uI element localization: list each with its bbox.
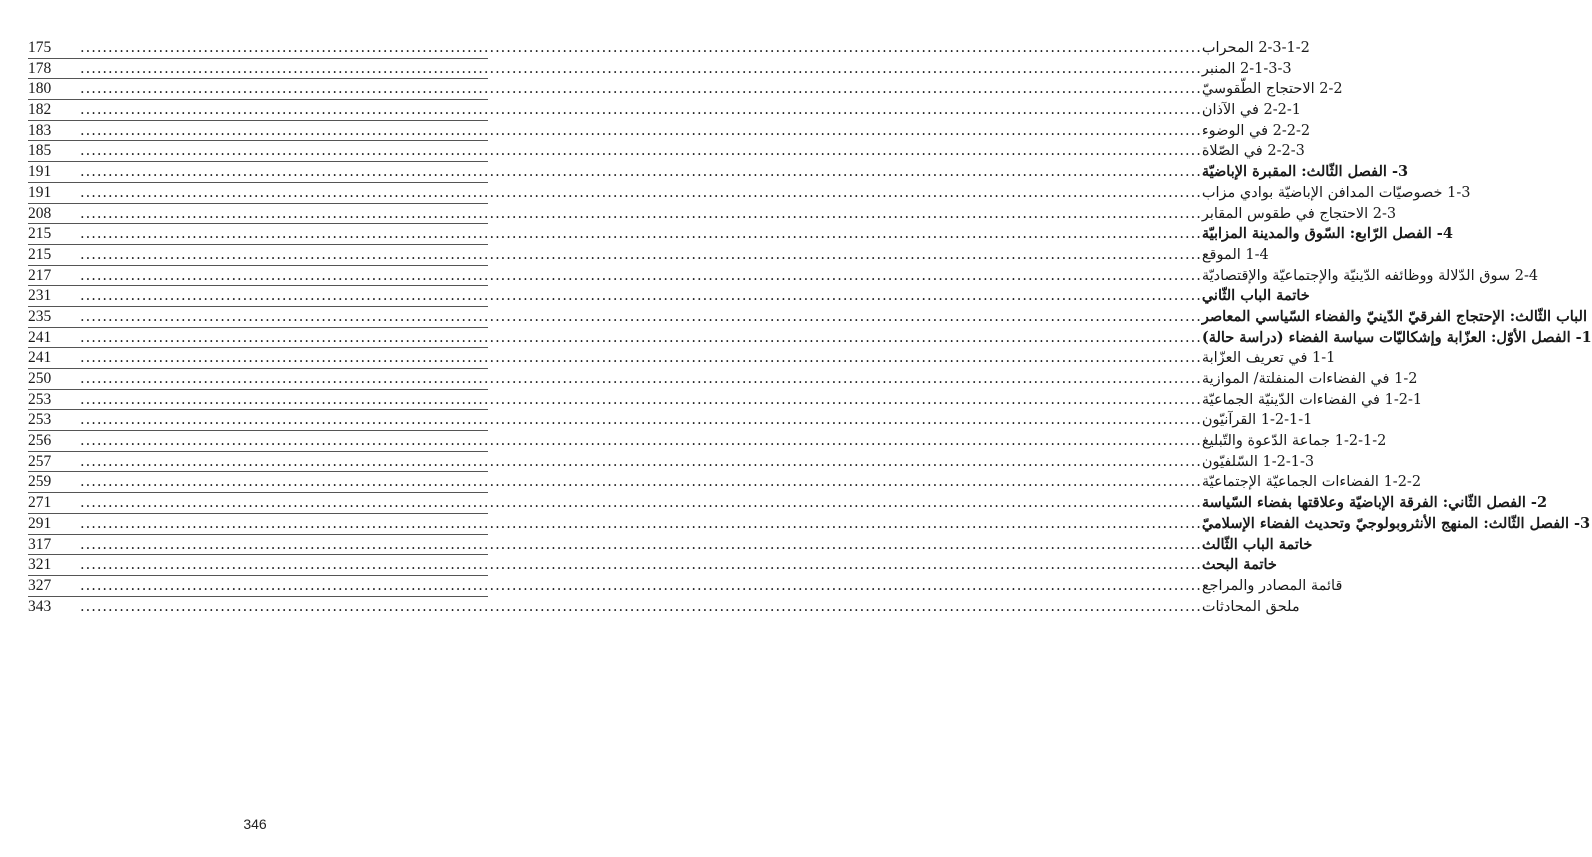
toc-leader-dots: ........................................................................................................................................................................................................ [80, 60, 1202, 77]
toc-entry [28, 452, 1315, 473]
toc-entry [28, 348, 1336, 369]
toc-title: 1-2-1-2 جماعة الدّعوة والتّبليغ [1201, 433, 1387, 450]
toc-entry [28, 79, 1343, 100]
toc-leader-dots: ........................................................................................................................................................................................................ [80, 143, 1202, 160]
toc-leader-dots: ........................................................................................................................................................................................................ [80, 122, 1202, 139]
toc-leader-dots: ........................................................................................................................................................................................................ [80, 412, 1202, 429]
toc-title: 3- الفصل الثّالث: المقبرة الإباضيّة [1201, 163, 1409, 181]
toc-entry [28, 514, 1591, 535]
toc-entry-text [80, 328, 1592, 349]
toc-entry [28, 204, 1397, 225]
toc-page-number: 215 [28, 225, 52, 243]
toc-page-number: 215 [28, 245, 52, 263]
toc-page-number: 343 [28, 597, 52, 615]
toc-page-number: 183 [28, 121, 52, 139]
toc-title: خاتمة الباب الثّالث [1201, 535, 1313, 553]
toc-leader-dots: ........................................................................................................................................................................................................ [80, 267, 1202, 284]
toc-entry-text [80, 390, 1422, 411]
toc-leader-dots: ........................................................................................................................................................................................................ [80, 536, 1202, 553]
toc-entry [28, 286, 1310, 307]
toc-leader-dots: ........................................................................................................................................................................................................ [80, 184, 1202, 201]
toc-entry-text [80, 555, 1277, 576]
page-number: 346 [243, 816, 267, 832]
toc-entry-text [80, 79, 1343, 100]
toc-page-number: 253 [28, 390, 52, 408]
toc-entry [28, 369, 1418, 390]
toc-leader-dots: ........................................................................................................................................................................................................ [80, 226, 1202, 243]
toc-leader-dots: ........................................................................................................................................................................................................ [80, 288, 1202, 305]
toc-title: 2-2-3 في الصّلاة [1201, 143, 1305, 160]
toc-entry-text [80, 100, 1301, 121]
toc-page-number: 327 [28, 576, 52, 594]
toc-title: 2-1-3-3 المنبر [1201, 60, 1292, 77]
toc-page-number: 250 [28, 370, 52, 387]
toc-page-number: 259 [28, 473, 52, 491]
toc-page-number: 241 [28, 328, 52, 346]
toc-title: 1-2-2 الفضاءات الجماعيّة الإجتماعيّة [1201, 474, 1422, 491]
toc-entry [28, 183, 1471, 204]
toc-entry [28, 328, 1592, 349]
toc-entry-text [80, 493, 1547, 514]
toc-page-number: 231 [28, 287, 52, 305]
toc-entry-text [80, 431, 1386, 452]
toc-title: 1- الفصل الأوّل: العزّابة وإشكاليّات سياسة الفضاء (دراسة حالة) [1201, 328, 1592, 346]
toc-entry [28, 100, 1301, 121]
toc-entry-text [80, 514, 1590, 535]
toc-entry-text [80, 121, 1310, 142]
toc-leader-dots: ........................................................................................................................................................................................................ [80, 598, 1202, 615]
toc-leader-dots: ........................................................................................................................................................................................................ [80, 350, 1202, 367]
toc-entry-text [80, 452, 1314, 473]
toc-page-number: 291 [28, 514, 52, 532]
toc-page-number: 317 [28, 535, 52, 553]
toc-page-number: 182 [28, 101, 52, 119]
toc-page-number: 241 [28, 349, 52, 367]
toc-title: 1-1 في تعريف العزّابة [1201, 350, 1336, 367]
toc-entry-text [80, 597, 1300, 618]
toc-leader-dots: ........................................................................................................................................................................................................ [80, 205, 1202, 222]
toc-entry [28, 245, 1269, 266]
toc-entry-text [80, 266, 1538, 287]
toc-entry [28, 266, 1539, 287]
toc-page-number: 180 [28, 80, 52, 98]
toc-page-number: 175 [28, 39, 52, 56]
toc-entry-text [80, 224, 1453, 245]
toc-title: 2-2-2 في الوضوء [1201, 122, 1311, 139]
toc-leader-dots: ........................................................................................................................................................................................................ [80, 329, 1202, 346]
toc-leader-dots: ........................................................................................................................................................................................................ [80, 40, 1202, 56]
toc-entry [28, 535, 1313, 556]
toc-page-number: 253 [28, 411, 52, 429]
toc-page-number: 256 [28, 432, 52, 450]
toc-page-number: 217 [28, 266, 52, 284]
toc-entry [28, 576, 1343, 597]
toc-entry [28, 307, 1587, 328]
toc-page-number: 235 [28, 307, 52, 325]
toc-title: قائمة المصادر والمراجع [1201, 577, 1343, 594]
toc-title: 1-2-1 في الفضاءات الدّينيّة الجماعيّة [1201, 391, 1423, 408]
toc-entry [28, 597, 1300, 618]
toc-leader-dots: ........................................................................................................................................................................................................ [80, 577, 1202, 594]
toc-page-number: 185 [28, 142, 52, 160]
toc-title: 1-2 في الفضاءات المنفلتة/ الموازية [1201, 371, 1418, 387]
table-of-contents [28, 38, 1592, 617]
toc-leader-dots: ........................................................................................................................................................................................................ [80, 308, 1202, 325]
toc-entry-text [80, 38, 1310, 59]
toc-entry [28, 555, 1277, 576]
toc-entry-text [80, 183, 1470, 204]
toc-title: 1-3 خصوصيّات المدافن الإباضيّة بوادي مزاب [1201, 184, 1471, 201]
toc-entry-text [80, 245, 1269, 266]
toc-leader-dots: ........................................................................................................................................................................................................ [80, 453, 1202, 470]
toc-entry [28, 472, 1422, 493]
toc-leader-dots: ........................................................................................................................................................................................................ [80, 433, 1202, 450]
toc-title: 2-2-1 في الآذان [1201, 102, 1301, 119]
toc-page-number: 178 [28, 59, 52, 77]
toc-leader-dots: ........................................................................................................................................................................................................ [80, 164, 1202, 181]
toc-entry-text [80, 369, 1417, 390]
toc-title: 1-2-1-1 القرآنيّون [1201, 412, 1313, 429]
toc-entry-text [80, 162, 1408, 183]
toc-page-number: 271 [28, 494, 52, 512]
toc-title: 2-3 الاحتجاج في طقوس المقابر [1201, 205, 1397, 222]
toc-entry-text [80, 286, 1310, 307]
toc-page-number: 321 [28, 556, 52, 574]
toc-title: ملحق المحادثات [1201, 598, 1300, 615]
toc-entry [28, 224, 1453, 245]
toc-entry [28, 121, 1311, 142]
toc-entry-text [80, 535, 1312, 556]
toc-leader-dots: ........................................................................................................................................................................................................ [80, 246, 1202, 263]
toc-entry-text [80, 307, 1587, 328]
toc-entry-text [80, 141, 1305, 162]
toc-leader-dots: ........................................................................................................................................................................................................ [80, 391, 1202, 408]
toc-leader-dots: ........................................................................................................................................................................................................ [80, 557, 1202, 574]
toc-title: 1-4 الموقع [1201, 246, 1269, 263]
toc-leader-dots: ........................................................................................................................................................................................................ [80, 102, 1202, 119]
toc-leader-dots: ........................................................................................................................................................................................................ [80, 371, 1202, 387]
toc-title: خاتمة الباب الثّاني [1201, 287, 1310, 305]
toc-title: 2-3-1-2 المحراب [1201, 40, 1310, 56]
toc-leader-dots: ........................................................................................................................................................................................................ [80, 474, 1202, 491]
toc-entry-text [80, 348, 1335, 369]
toc-page-number: 257 [28, 452, 52, 470]
toc-entry-text [80, 576, 1342, 597]
toc-entry [28, 59, 1292, 80]
toc-title: 2-2 الاحتجاج الطّقوسيّ [1201, 81, 1343, 98]
toc-entry [28, 38, 1310, 59]
toc-entry [28, 141, 1305, 162]
toc-leader-dots: ........................................................................................................................................................................................................ [80, 495, 1202, 512]
toc-leader-dots: ........................................................................................................................................................................................................ [80, 515, 1202, 532]
toc-entry-text [80, 204, 1396, 225]
toc-title: 4- الفصل الرّابع: السّوق والمدينة المزابيّة [1201, 225, 1453, 243]
toc-title: 1-2-1-3 السّلفيّون [1201, 453, 1315, 470]
toc-title: 2-4 سوق الدّلالة ووظائفه الدّينيّة والإجتماعيّة والإقتصاديّة [1201, 267, 1539, 284]
toc-page-number: 191 [28, 183, 52, 201]
toc-title: خاتمة البحث [1201, 556, 1277, 574]
toc-entry [28, 390, 1423, 411]
toc-page-number: 191 [28, 163, 52, 181]
toc-entry [28, 162, 1409, 183]
toc-entry [28, 431, 1387, 452]
toc-title: 3- الفصل الثّالث: المنهج الأنثروبولوجيّ وتحديث الفضاء الإسلاميّ [1201, 514, 1591, 532]
toc-leader-dots: ........................................................................................................................................................................................................ [80, 81, 1202, 98]
toc-entry-text [80, 472, 1421, 493]
toc-entry [28, 410, 1313, 431]
toc-page-number: 208 [28, 204, 52, 222]
toc-entry-text [80, 410, 1312, 431]
toc-entry [28, 493, 1548, 514]
toc-entry-text [80, 59, 1292, 80]
toc-title: 2- الفصل الثّاني: الفرقة الإباضيّة وعلاقتها بفضاء السّياسة [1201, 494, 1548, 512]
toc-title: الباب الثّالث: الإحتجاج الفرقيّ الدّينيّ والفضاء السّياسي المعاصر [1201, 307, 1587, 325]
